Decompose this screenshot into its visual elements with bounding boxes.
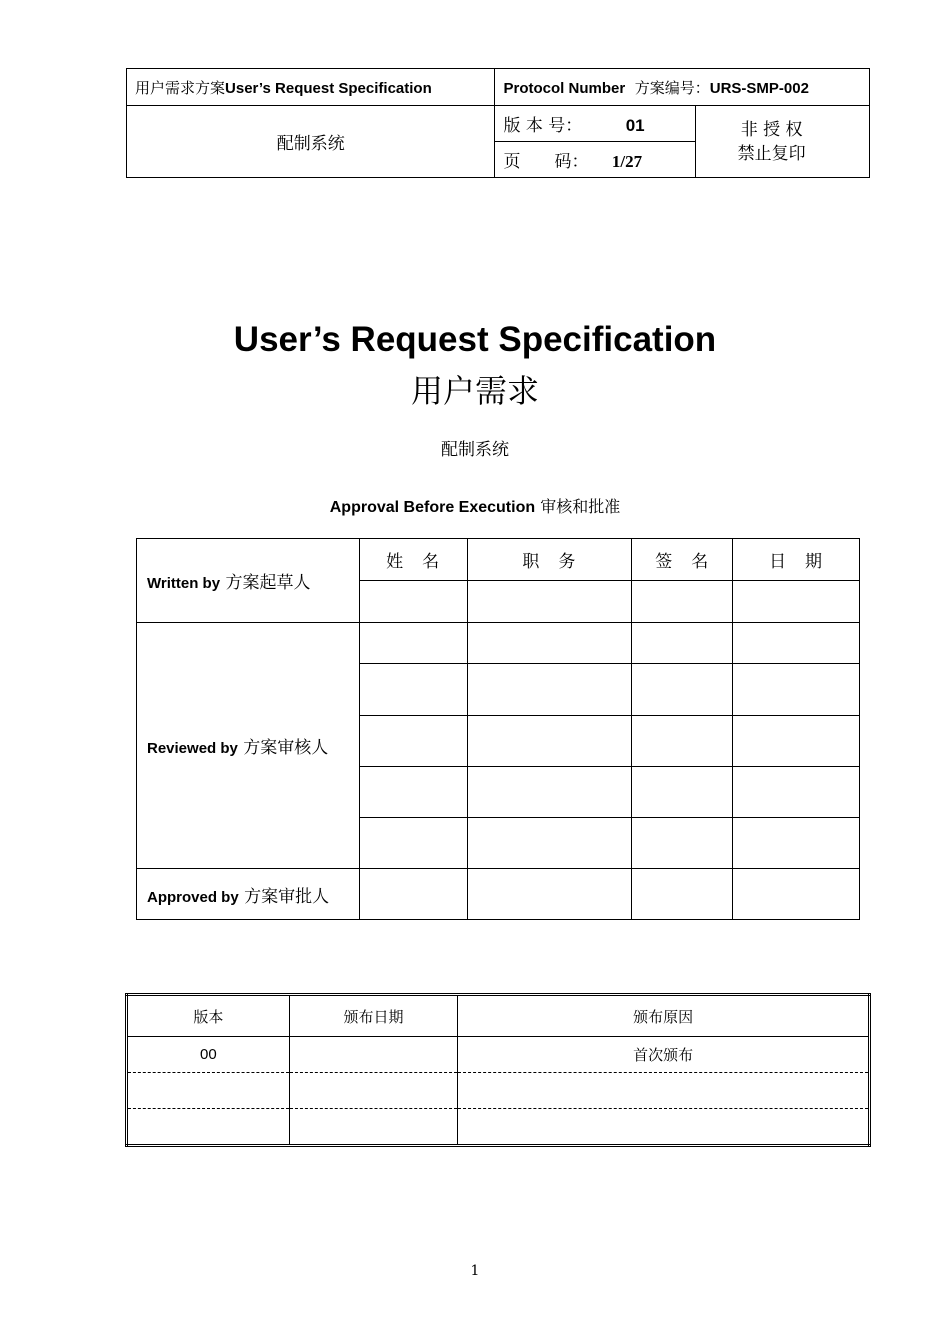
approval-table bbox=[136, 538, 860, 920]
reviewer-date-field[interactable] bbox=[733, 623, 860, 664]
column-title: 职 务 bbox=[467, 539, 632, 581]
reviewer-signature-field[interactable] bbox=[632, 623, 733, 664]
reviewer-name-field[interactable] bbox=[359, 767, 467, 818]
approved-by-cn: 方案审批人 bbox=[244, 886, 330, 907]
reviewer-name-field[interactable] bbox=[359, 623, 467, 664]
approval-heading bbox=[0, 494, 950, 517]
revision-version bbox=[127, 1073, 290, 1109]
revision-reason bbox=[458, 1073, 870, 1109]
reviewer-date-field[interactable] bbox=[733, 767, 860, 818]
page-value: 1/27 bbox=[611, 152, 643, 171]
reviewer-title-field[interactable] bbox=[467, 767, 632, 818]
reviewed-by-cn: 方案审核人 bbox=[243, 738, 329, 758]
document-subtitle: 配制系统 bbox=[441, 440, 509, 460]
reviewer-name-field[interactable] bbox=[359, 664, 467, 716]
confidential-cell bbox=[696, 106, 870, 178]
written-date-field[interactable] bbox=[733, 581, 860, 623]
approved-by-en: Approved by bbox=[147, 888, 239, 906]
doc-type-en: User’s Request Specification bbox=[225, 79, 432, 97]
approver-title-field[interactable] bbox=[467, 869, 632, 920]
approval-heading-cn: 审核和批准 bbox=[540, 497, 621, 516]
revision-date bbox=[289, 1037, 458, 1073]
column-signature: 签 名 bbox=[632, 539, 733, 581]
column-date: 日 期 bbox=[733, 539, 860, 581]
reviewer-title-field[interactable] bbox=[467, 623, 632, 664]
revision-history-table bbox=[125, 993, 871, 1147]
doc-type-cn: 用户需求方案 bbox=[135, 78, 226, 97]
revision-header-date: 颁布日期 bbox=[289, 995, 458, 1037]
revision-header-reason: 颁布原因 bbox=[458, 995, 870, 1037]
page-cell bbox=[495, 142, 696, 178]
reviewed-by-en: Reviewed by bbox=[147, 740, 238, 757]
approval-heading-en: Approval Before Execution bbox=[329, 499, 536, 516]
page-number: 1 bbox=[470, 1263, 480, 1279]
system-name: 配制系统 bbox=[127, 106, 495, 178]
column-name: 姓 名 bbox=[359, 539, 467, 581]
approver-date-field[interactable] bbox=[733, 869, 860, 920]
confidential-line1: 非 授 权 bbox=[740, 119, 803, 140]
revision-date bbox=[289, 1109, 458, 1146]
document-header-table bbox=[126, 68, 870, 178]
protocol-number-cell bbox=[495, 69, 870, 106]
written-by-en: Written by bbox=[147, 575, 221, 592]
page-label: 页 码： bbox=[503, 152, 589, 172]
approver-signature-field[interactable] bbox=[632, 869, 733, 920]
document-title-cn: 用户需求 bbox=[410, 372, 539, 410]
approved-by-cell bbox=[137, 869, 360, 920]
reviewer-title-field[interactable] bbox=[467, 716, 632, 767]
protocol-label-cn: 方案编号： bbox=[634, 78, 710, 97]
written-by-cell bbox=[137, 539, 360, 623]
revision-date bbox=[289, 1073, 458, 1109]
reviewer-title-field[interactable] bbox=[467, 818, 632, 869]
protocol-label-en: Protocol Number bbox=[503, 79, 626, 97]
written-by-cn: 方案起草人 bbox=[225, 573, 311, 593]
version-label: 版 本 号： bbox=[503, 116, 583, 136]
reviewed-by-cell bbox=[137, 623, 360, 869]
confidential-line2: 禁止复印 bbox=[737, 143, 806, 164]
reviewer-date-field[interactable] bbox=[733, 664, 860, 716]
written-name-field[interactable] bbox=[359, 581, 467, 623]
revision-reason bbox=[458, 1109, 870, 1146]
reviewer-name-field[interactable] bbox=[359, 716, 467, 767]
reviewer-signature-field[interactable] bbox=[632, 664, 733, 716]
revision-header-version: 版本 bbox=[127, 995, 290, 1037]
reviewer-date-field[interactable] bbox=[733, 818, 860, 869]
approver-name-field[interactable] bbox=[359, 869, 467, 920]
protocol-number: URS-SMP-002 bbox=[709, 79, 809, 97]
reviewer-date-field[interactable] bbox=[733, 716, 860, 767]
reviewer-name-field[interactable] bbox=[359, 818, 467, 869]
written-signature-field[interactable] bbox=[632, 581, 733, 623]
version-value: 01 bbox=[625, 116, 645, 135]
revision-version bbox=[127, 1109, 290, 1146]
reviewer-signature-field[interactable] bbox=[632, 716, 733, 767]
reviewer-signature-field[interactable] bbox=[632, 767, 733, 818]
document-title-en: User’s Request Specification bbox=[233, 320, 717, 359]
revision-version: 00 bbox=[127, 1037, 290, 1073]
reviewer-title-field[interactable] bbox=[467, 664, 632, 716]
version-cell bbox=[495, 106, 696, 142]
reviewer-signature-field[interactable] bbox=[632, 818, 733, 869]
written-title-field[interactable] bbox=[467, 581, 632, 623]
revision-reason: 首次颁布 bbox=[458, 1037, 870, 1073]
doc-type-cell bbox=[127, 69, 495, 106]
